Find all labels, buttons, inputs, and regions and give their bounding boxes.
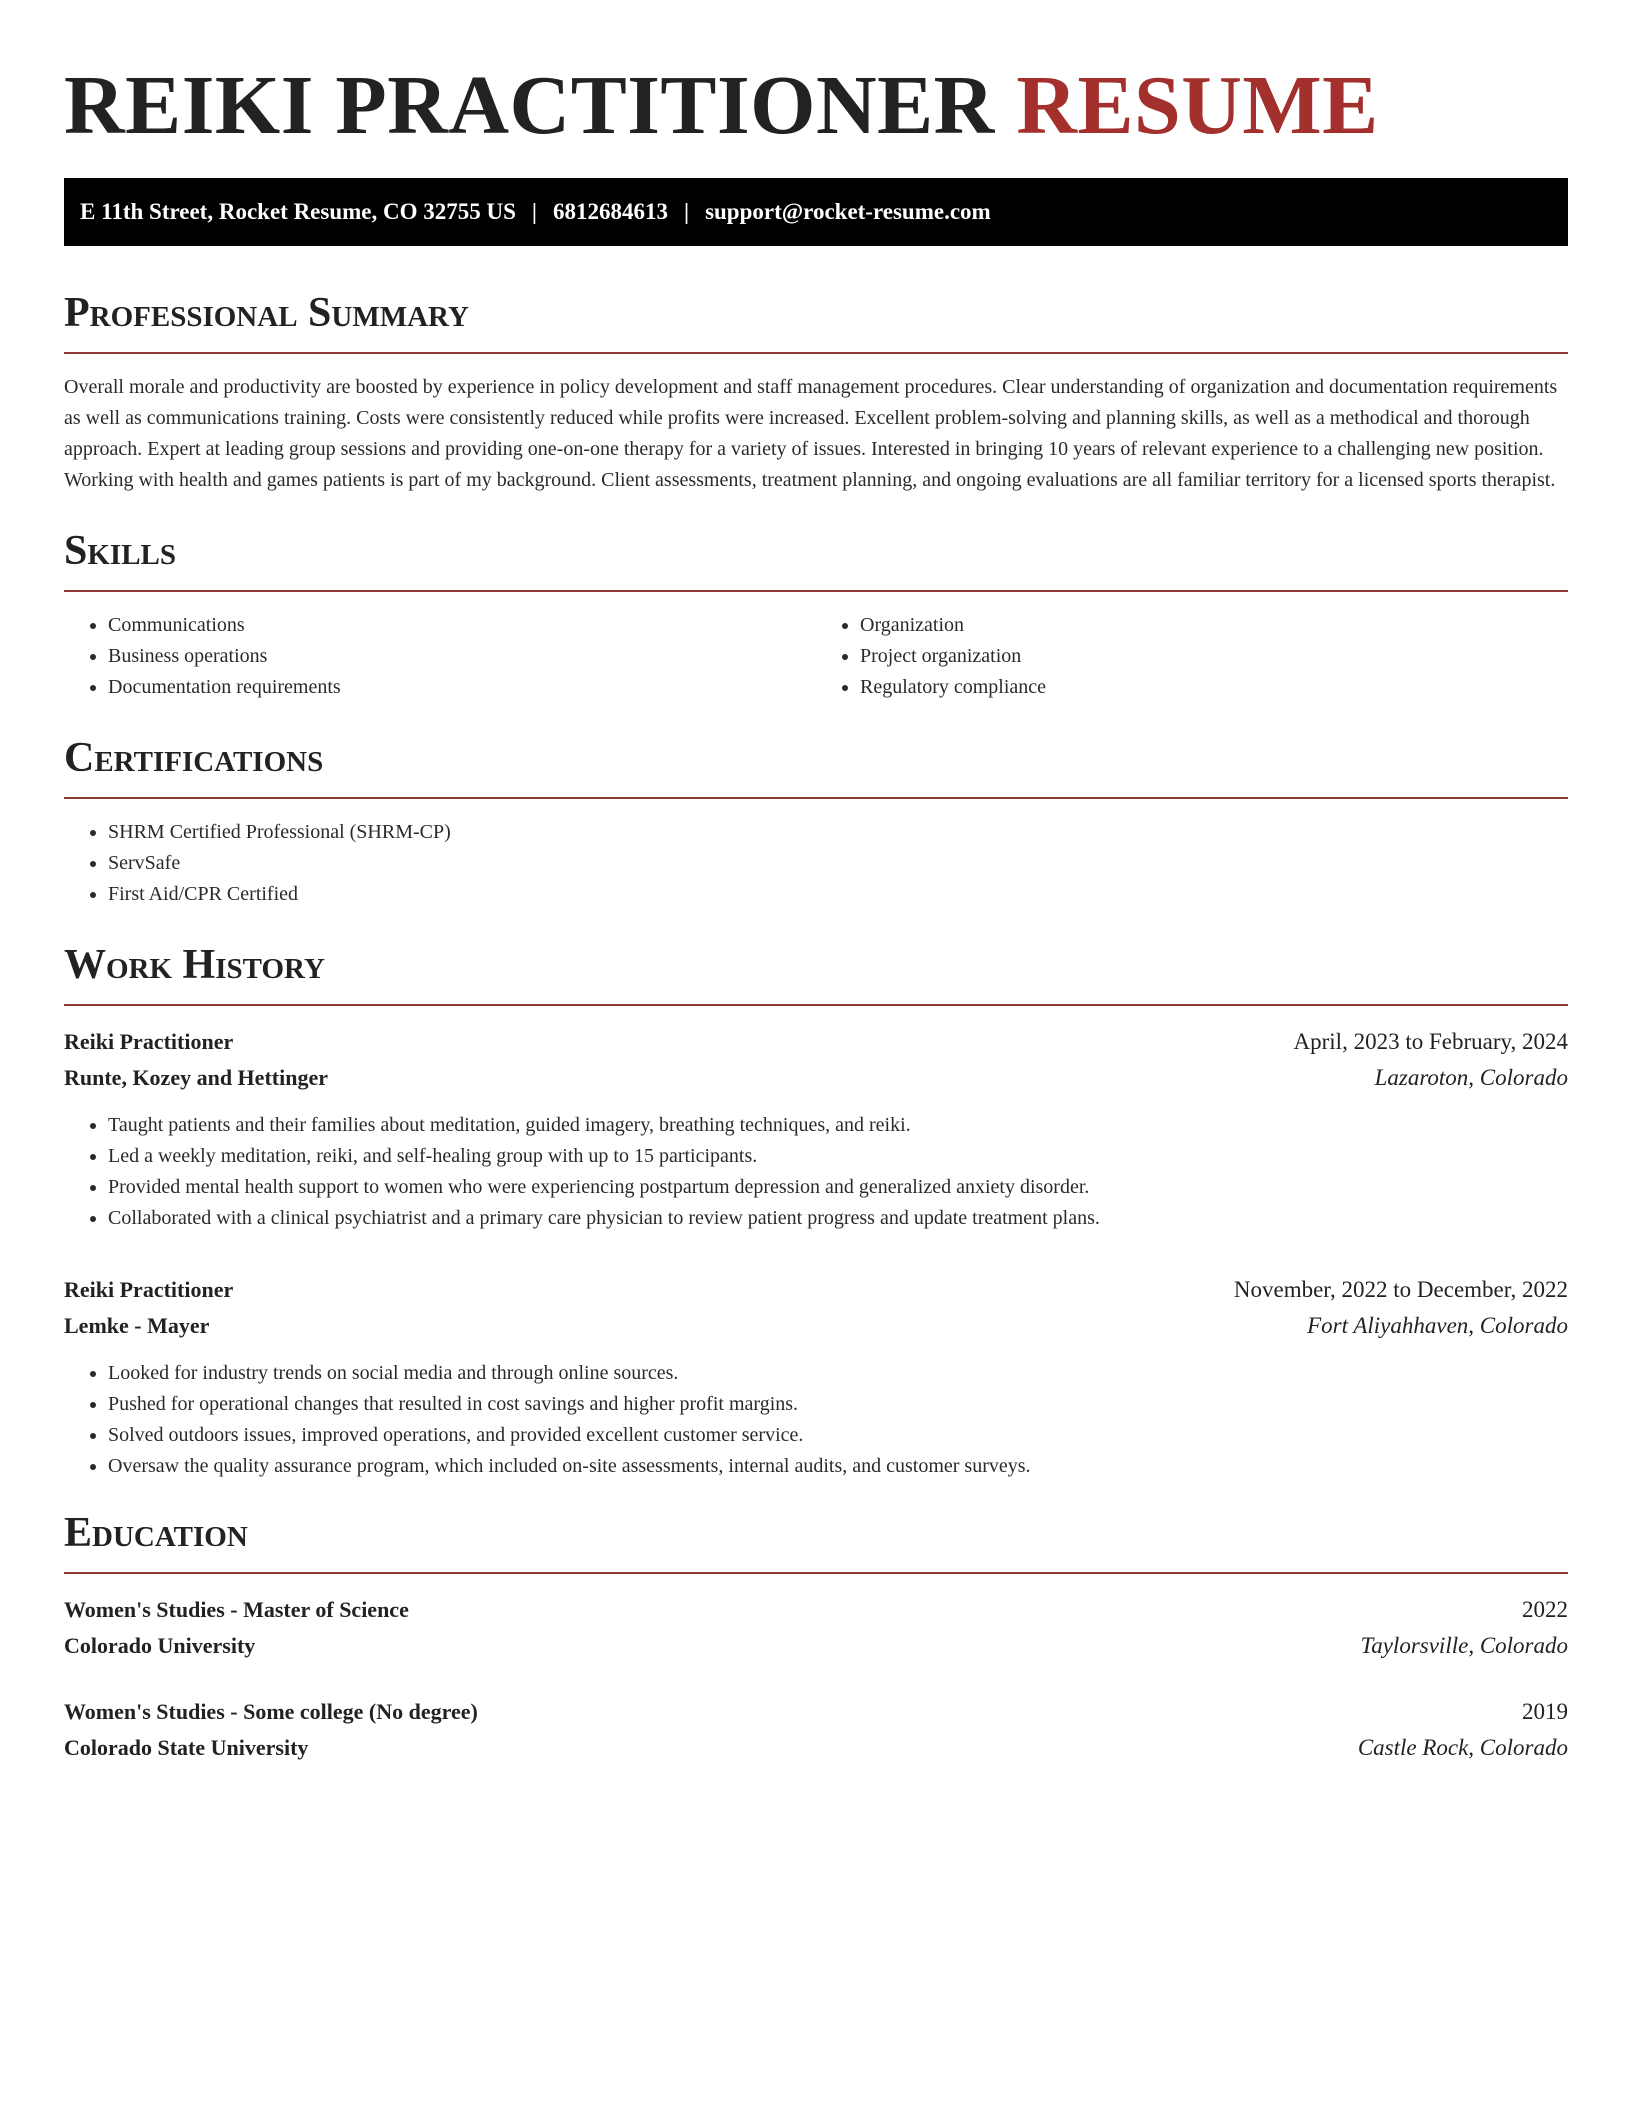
certifications-list bbox=[64, 817, 1568, 910]
contact-separator: | bbox=[683, 199, 690, 224]
skills-heading: Skills bbox=[64, 528, 177, 574]
title-main: REIKI PRACTITIONER bbox=[64, 59, 995, 152]
skill-item: • Project organization bbox=[860, 641, 1568, 672]
job-duty: • Led a weekly meditation, reiki, and self-healing group with up to 15 participants. bbox=[108, 1141, 1568, 1172]
job-location: Lazaroton, Colorado bbox=[1374, 1065, 1568, 1090]
job-title: Reiki Practitioner bbox=[64, 1029, 234, 1054]
education-location: Taylorsville, Colorado bbox=[1360, 1633, 1568, 1658]
section-divider bbox=[64, 1004, 1568, 1006]
job-duty: • Taught patients and their families about meditation, guided imagery, breathing techniques, and reiki. bbox=[108, 1110, 1568, 1141]
skill-item: • Documentation requirements bbox=[108, 672, 816, 703]
job-header-row bbox=[64, 1024, 1568, 1060]
skills-left-column bbox=[64, 610, 816, 703]
skill-item: • Communications bbox=[108, 610, 816, 641]
job-duty: • Pushed for operational changes that resulted in cost savings and higher profit margins. bbox=[108, 1389, 1568, 1420]
job-duties-list bbox=[64, 1358, 1568, 1482]
summary-section bbox=[64, 288, 1568, 496]
education-degree: Women's Studies - Some college (No degree) bbox=[64, 1699, 478, 1724]
job-company: Lemke - Mayer bbox=[64, 1313, 210, 1338]
job-header-row bbox=[64, 1272, 1568, 1308]
skills-list-left bbox=[64, 610, 816, 703]
contact-phone[interactable]: 6812684613 bbox=[552, 199, 668, 224]
job-dates: November, 2022 to December, 2022 bbox=[1233, 1277, 1568, 1302]
summary-heading: Professional Summary bbox=[64, 290, 469, 336]
contact-separator: | bbox=[531, 199, 537, 224]
job-company: Runte, Kozey and Hettinger bbox=[64, 1065, 328, 1090]
section-divider bbox=[64, 1572, 1568, 1574]
education-entry bbox=[64, 1592, 1568, 1664]
education-school-row bbox=[64, 1628, 1568, 1664]
skill-item: • Organization bbox=[860, 610, 1568, 641]
certification-item: • ServSafe bbox=[108, 848, 1568, 879]
resume-title bbox=[64, 56, 1568, 156]
skill-item: • Regulatory compliance bbox=[860, 672, 1568, 703]
skill-item: • Business operations bbox=[108, 641, 816, 672]
contact-email[interactable]: support@rocket-resume.com bbox=[705, 199, 991, 224]
job-title: Reiki Practitioner bbox=[64, 1277, 234, 1302]
education-degree-row bbox=[64, 1694, 1568, 1730]
education-year: 2022 bbox=[1522, 1597, 1568, 1622]
education-year: 2019 bbox=[1522, 1699, 1568, 1724]
job-duty: • Oversaw the quality assurance program, which included on-site assessments, internal audits, and customer surveys. bbox=[108, 1451, 1568, 1482]
skills-list-right bbox=[816, 610, 1568, 703]
section-divider bbox=[64, 590, 1568, 592]
education-school: Colorado University bbox=[64, 1633, 256, 1658]
job-duty: • Solved outdoors issues, improved operations, and provided excellent customer service. bbox=[108, 1420, 1568, 1451]
job-entry bbox=[64, 1024, 1568, 1234]
work-history-section bbox=[64, 940, 1568, 1482]
work-history-heading: Work History bbox=[64, 942, 325, 988]
skills-right-column bbox=[816, 610, 1568, 703]
contact-bar bbox=[64, 178, 1568, 246]
education-section bbox=[64, 1508, 1568, 1766]
certification-item: • First Aid/CPR Certified bbox=[108, 879, 1568, 910]
job-duty: • Provided mental health support to women who were experiencing postpartum depression and generalized anxiety disorder. bbox=[108, 1172, 1568, 1203]
education-heading: Education bbox=[64, 1510, 248, 1556]
certifications-heading: Certifications bbox=[64, 735, 324, 781]
job-company-row bbox=[64, 1308, 1568, 1344]
education-location: Castle Rock, Colorado bbox=[1357, 1735, 1568, 1760]
job-dates: April, 2023 to February, 2024 bbox=[1293, 1029, 1568, 1054]
education-entry bbox=[64, 1694, 1568, 1766]
title-accent: RESUME bbox=[1016, 59, 1379, 152]
job-duty: • Looked for industry trends on social media and through online sources. bbox=[108, 1358, 1568, 1389]
job-duty: • Collaborated with a clinical psychiatrist and a primary care physician to review patient progress and update treatment plans. bbox=[108, 1203, 1568, 1234]
education-degree-row bbox=[64, 1592, 1568, 1628]
section-divider bbox=[64, 797, 1568, 799]
certifications-section bbox=[64, 733, 1568, 910]
skills-section bbox=[64, 526, 1568, 703]
job-entry bbox=[64, 1272, 1568, 1482]
education-school: Colorado State University bbox=[64, 1735, 309, 1760]
certification-item: • SHRM Certified Professional (SHRM-CP) bbox=[108, 817, 1568, 848]
skills-columns bbox=[64, 610, 1568, 703]
contact-address: E 11th Street, Rocket Resume, CO 32755 US bbox=[80, 199, 516, 224]
education-degree: Women's Studies - Master of Science bbox=[64, 1597, 409, 1622]
section-divider bbox=[64, 352, 1568, 354]
summary-text: Overall morale and productivity are boosted by experience in policy development and staff management procedures. Clear understanding of organization and documentation requirements as well as communications training. Costs were consistently reduced while profits were increased. Excellent problem-solving and planning skills, as well as a methodical and thorough approach. Expert at leading group sessions and providing one-on-one therapy for a variety of issues. Interested in bringing 10 years of relevant experience to a challenging new position. Working with health and games patients is part of my background. Client assessments, treatment planning, and ongoing evaluations are all familiar territory for a licensed sports therapist. bbox=[64, 376, 1558, 491]
education-school-row bbox=[64, 1730, 1568, 1766]
job-location: Fort Aliyahhaven, Colorado bbox=[1307, 1313, 1568, 1338]
job-company-row bbox=[64, 1060, 1568, 1096]
job-duties-list bbox=[64, 1110, 1568, 1234]
